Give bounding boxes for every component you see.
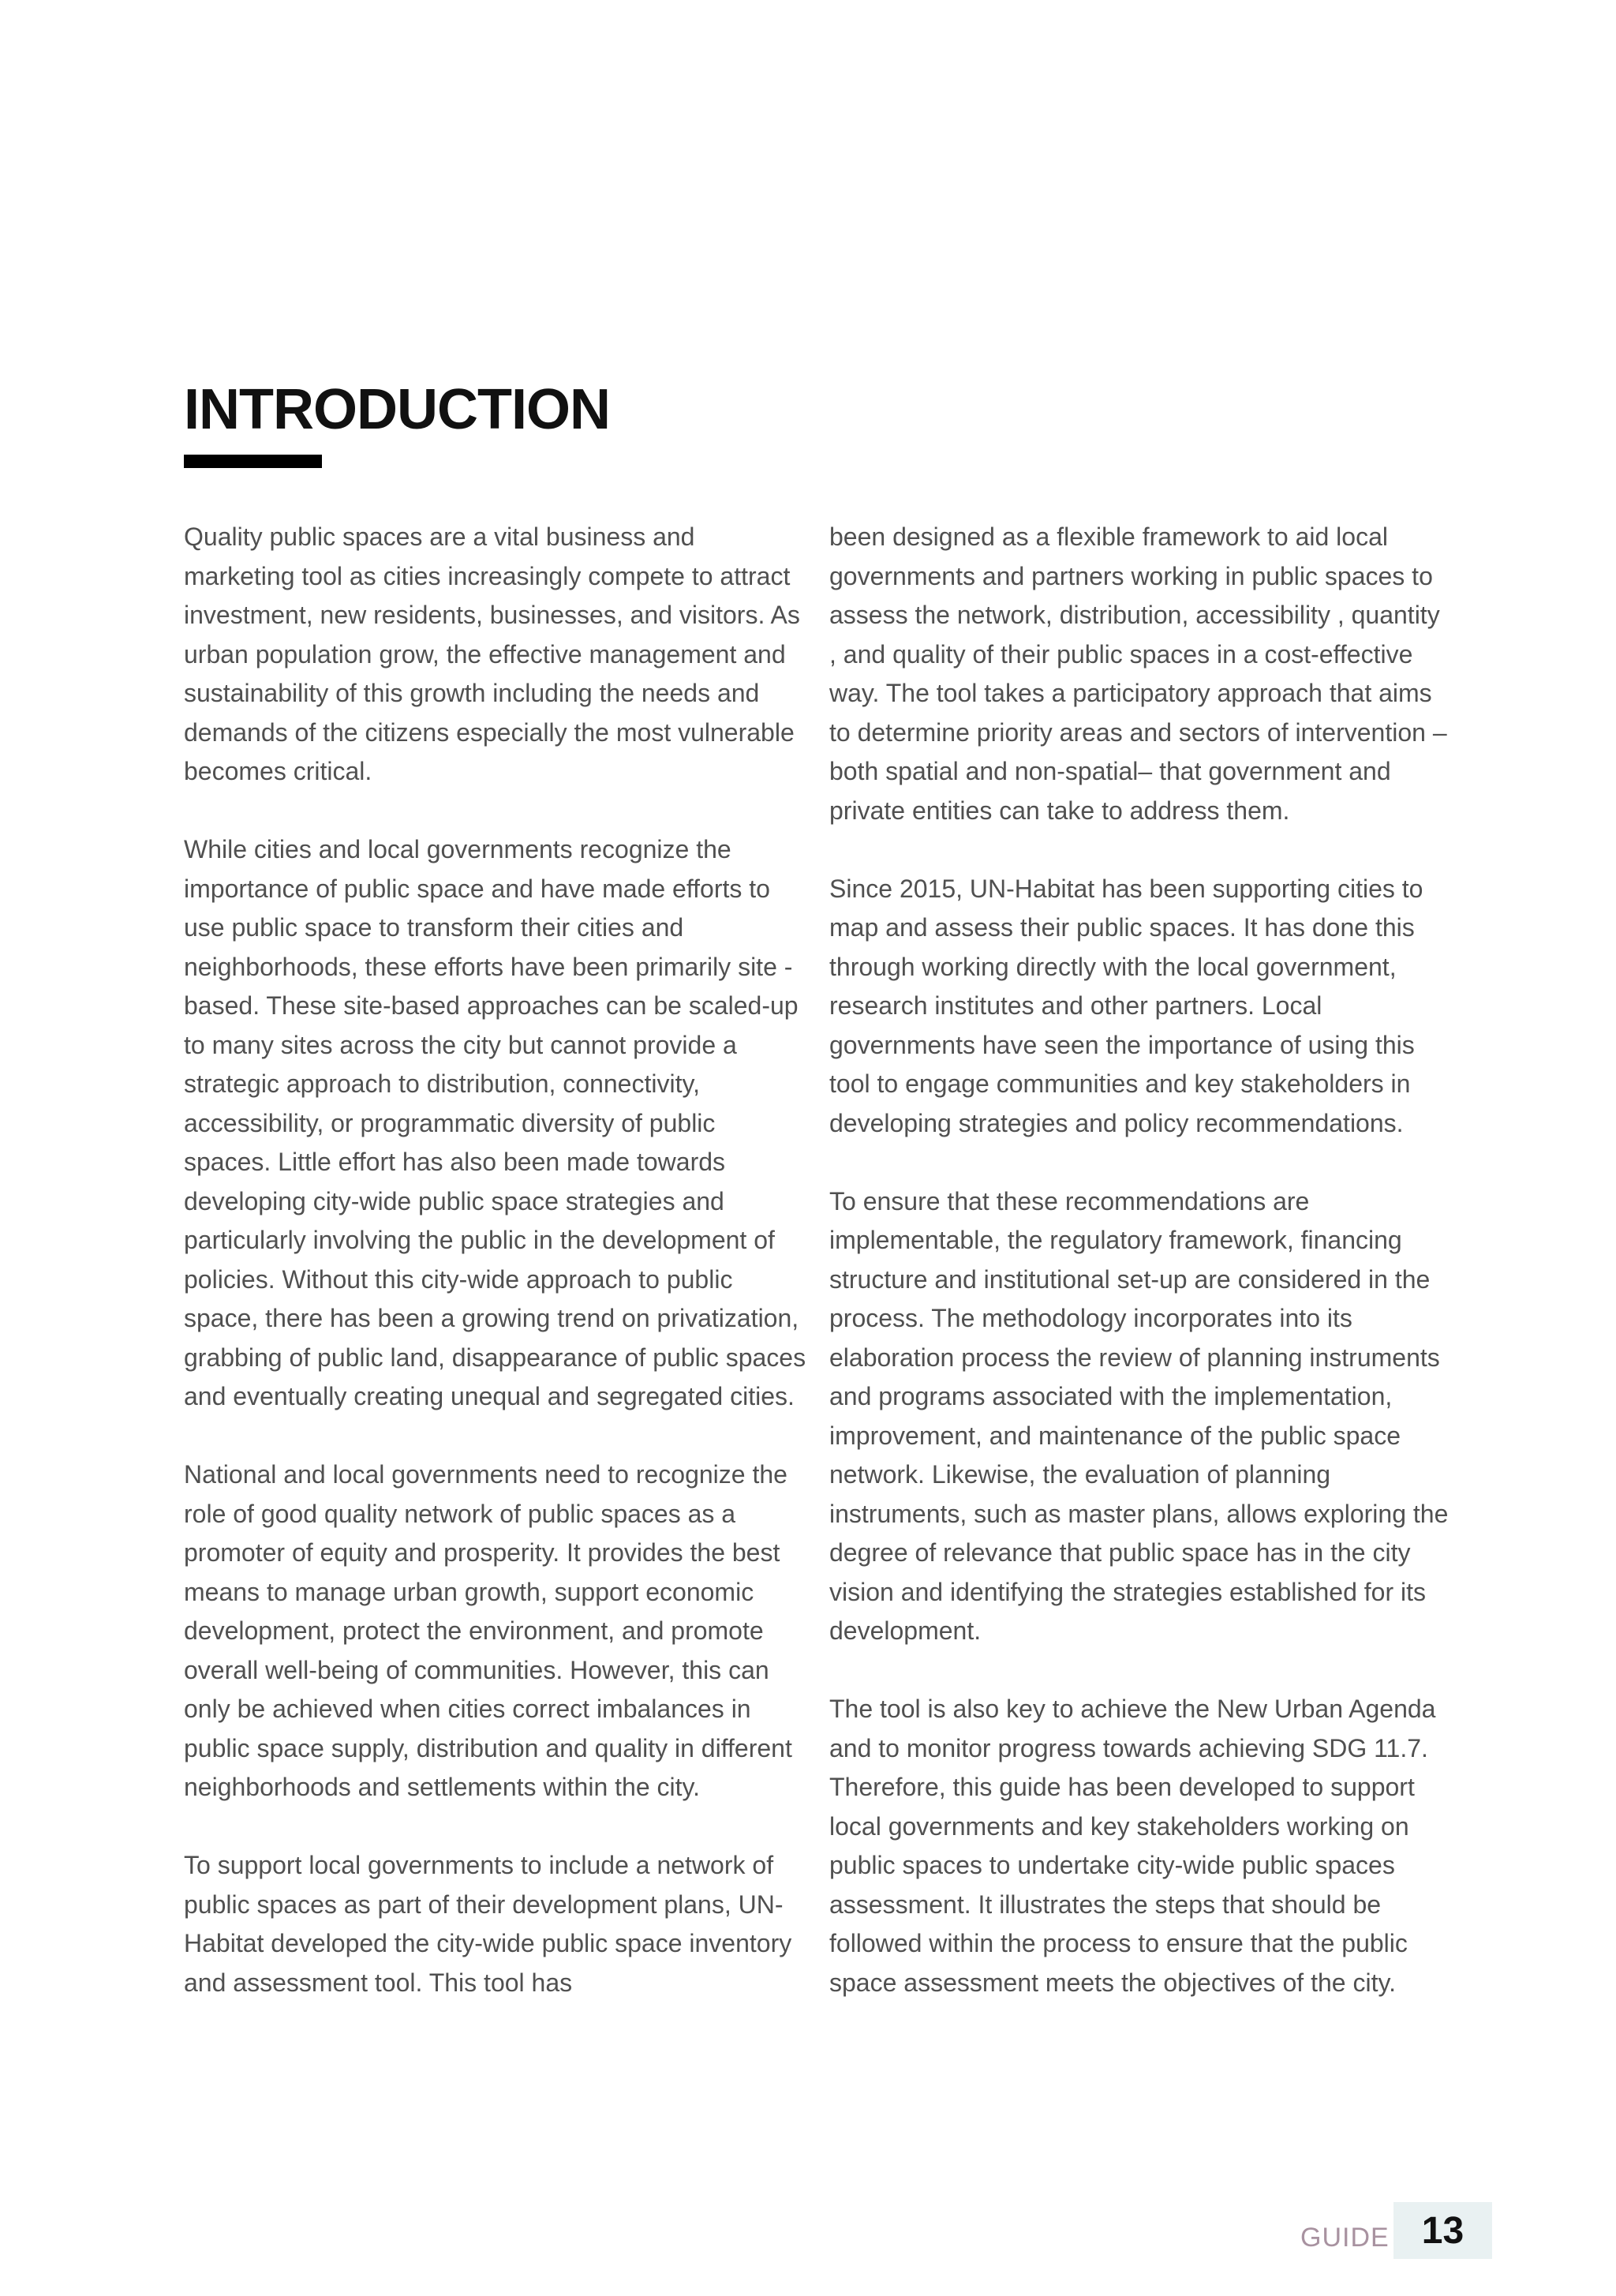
page-number-box xyxy=(1393,2202,1492,2259)
body-paragraph: been designed as a flexible framework to aid local governments and partners working in public spaces to assess the network, distribution, accessibility , quantity , and quality of their public spaces in a cost-effective way. The tool takes a participatory approach that aims to determine priority areas and sectors of intervention – both spatial and non-spatial– that government and private entities can take to address them. xyxy=(829,522,1447,825)
body-paragraph: To support local governments to include a network of public spaces as part of their development plans, UN-Habitat developed the city-wide public space inventory and assessment tool. This tool has xyxy=(184,1851,792,1997)
body-paragraph: Quality public spaces are a vital business and marketing tool as cities increasingly compete to attract investment, new residents, businesses, and visitors. As urban population grow, the effective management and sustainability of this growth including the needs and demands of the citizens especially the most vulnerable becomes critical. xyxy=(184,522,800,785)
body-paragraph: National and local governments need to recognize the role of good quality network of public spaces as a promoter of equity and prosperity. It provides the best means to manage urban growth, support economic development, protect the environment, and promote overall well-being of communities. However, this can only be achieved when cities correct imbalances in public space supply, distribution and quality in different neighborhoods and settlements within the city. xyxy=(184,1460,792,1801)
page-number: 13 xyxy=(1421,2209,1464,2252)
footer-section-label: GUIDE xyxy=(1300,2223,1390,2253)
title-underline-rule xyxy=(184,455,322,468)
right-text-column xyxy=(829,518,1453,2002)
body-paragraph: The tool is also key to achieve the New Urban Agenda and to monitor progress towards achieving SDG 11.7. Therefore, this guide has been developed to support local governments and key stakeholders working on public spaces to undertake city-wide public spaces assessment. It illustrates the steps that should be followed within the process to ensure that the public space assessment meets the objectives of the city. xyxy=(829,1695,1436,1997)
body-paragraph: While cities and local governments recognize the importance of public space and have made efforts to use public space to transform their cities and neighborhoods, these efforts have been primarily site - based. These site-based approaches can be scaled-up to many sites across the city but cannot provide a strategic approach to distribution, connectivity, accessibility, or programmatic diversity of public spaces. Little effort has also been made towards developing city-wide public space strategies and particularly involving the public in the development of policies. Without this city-wide approach to public space, there has been a growing trend on privatization, grabbing of public land, disappearance of public spaces and eventually creating unequal and segregated cities. xyxy=(184,835,806,1410)
body-paragraph: To ensure that these recommendations are implementable, the regulatory framework, financing structure and institutional set-up are considered in the process. The methodology incorporates into its elaboration process the review of planning instruments and programs associated with the implementation, improvement, and maintenance of the public space network. Likewise, the evaluation of planning instruments, such as master plans, allows exploring the degree of relevance that public space has in the city vision and identifying the strategies established for its development. xyxy=(829,1186,1449,1645)
body-paragraph: Since 2015, UN-Habitat has been supporting cities to map and assess their public spaces. It has done this through working directly with the local government, research institutes and other partners. Local governments have seen the importance of using this tool to engage communities and key stakeholders in developing strategies and policy recommendations. xyxy=(829,874,1423,1137)
left-text-column xyxy=(184,518,807,2002)
page-title: INTRODUCTION xyxy=(184,378,610,441)
